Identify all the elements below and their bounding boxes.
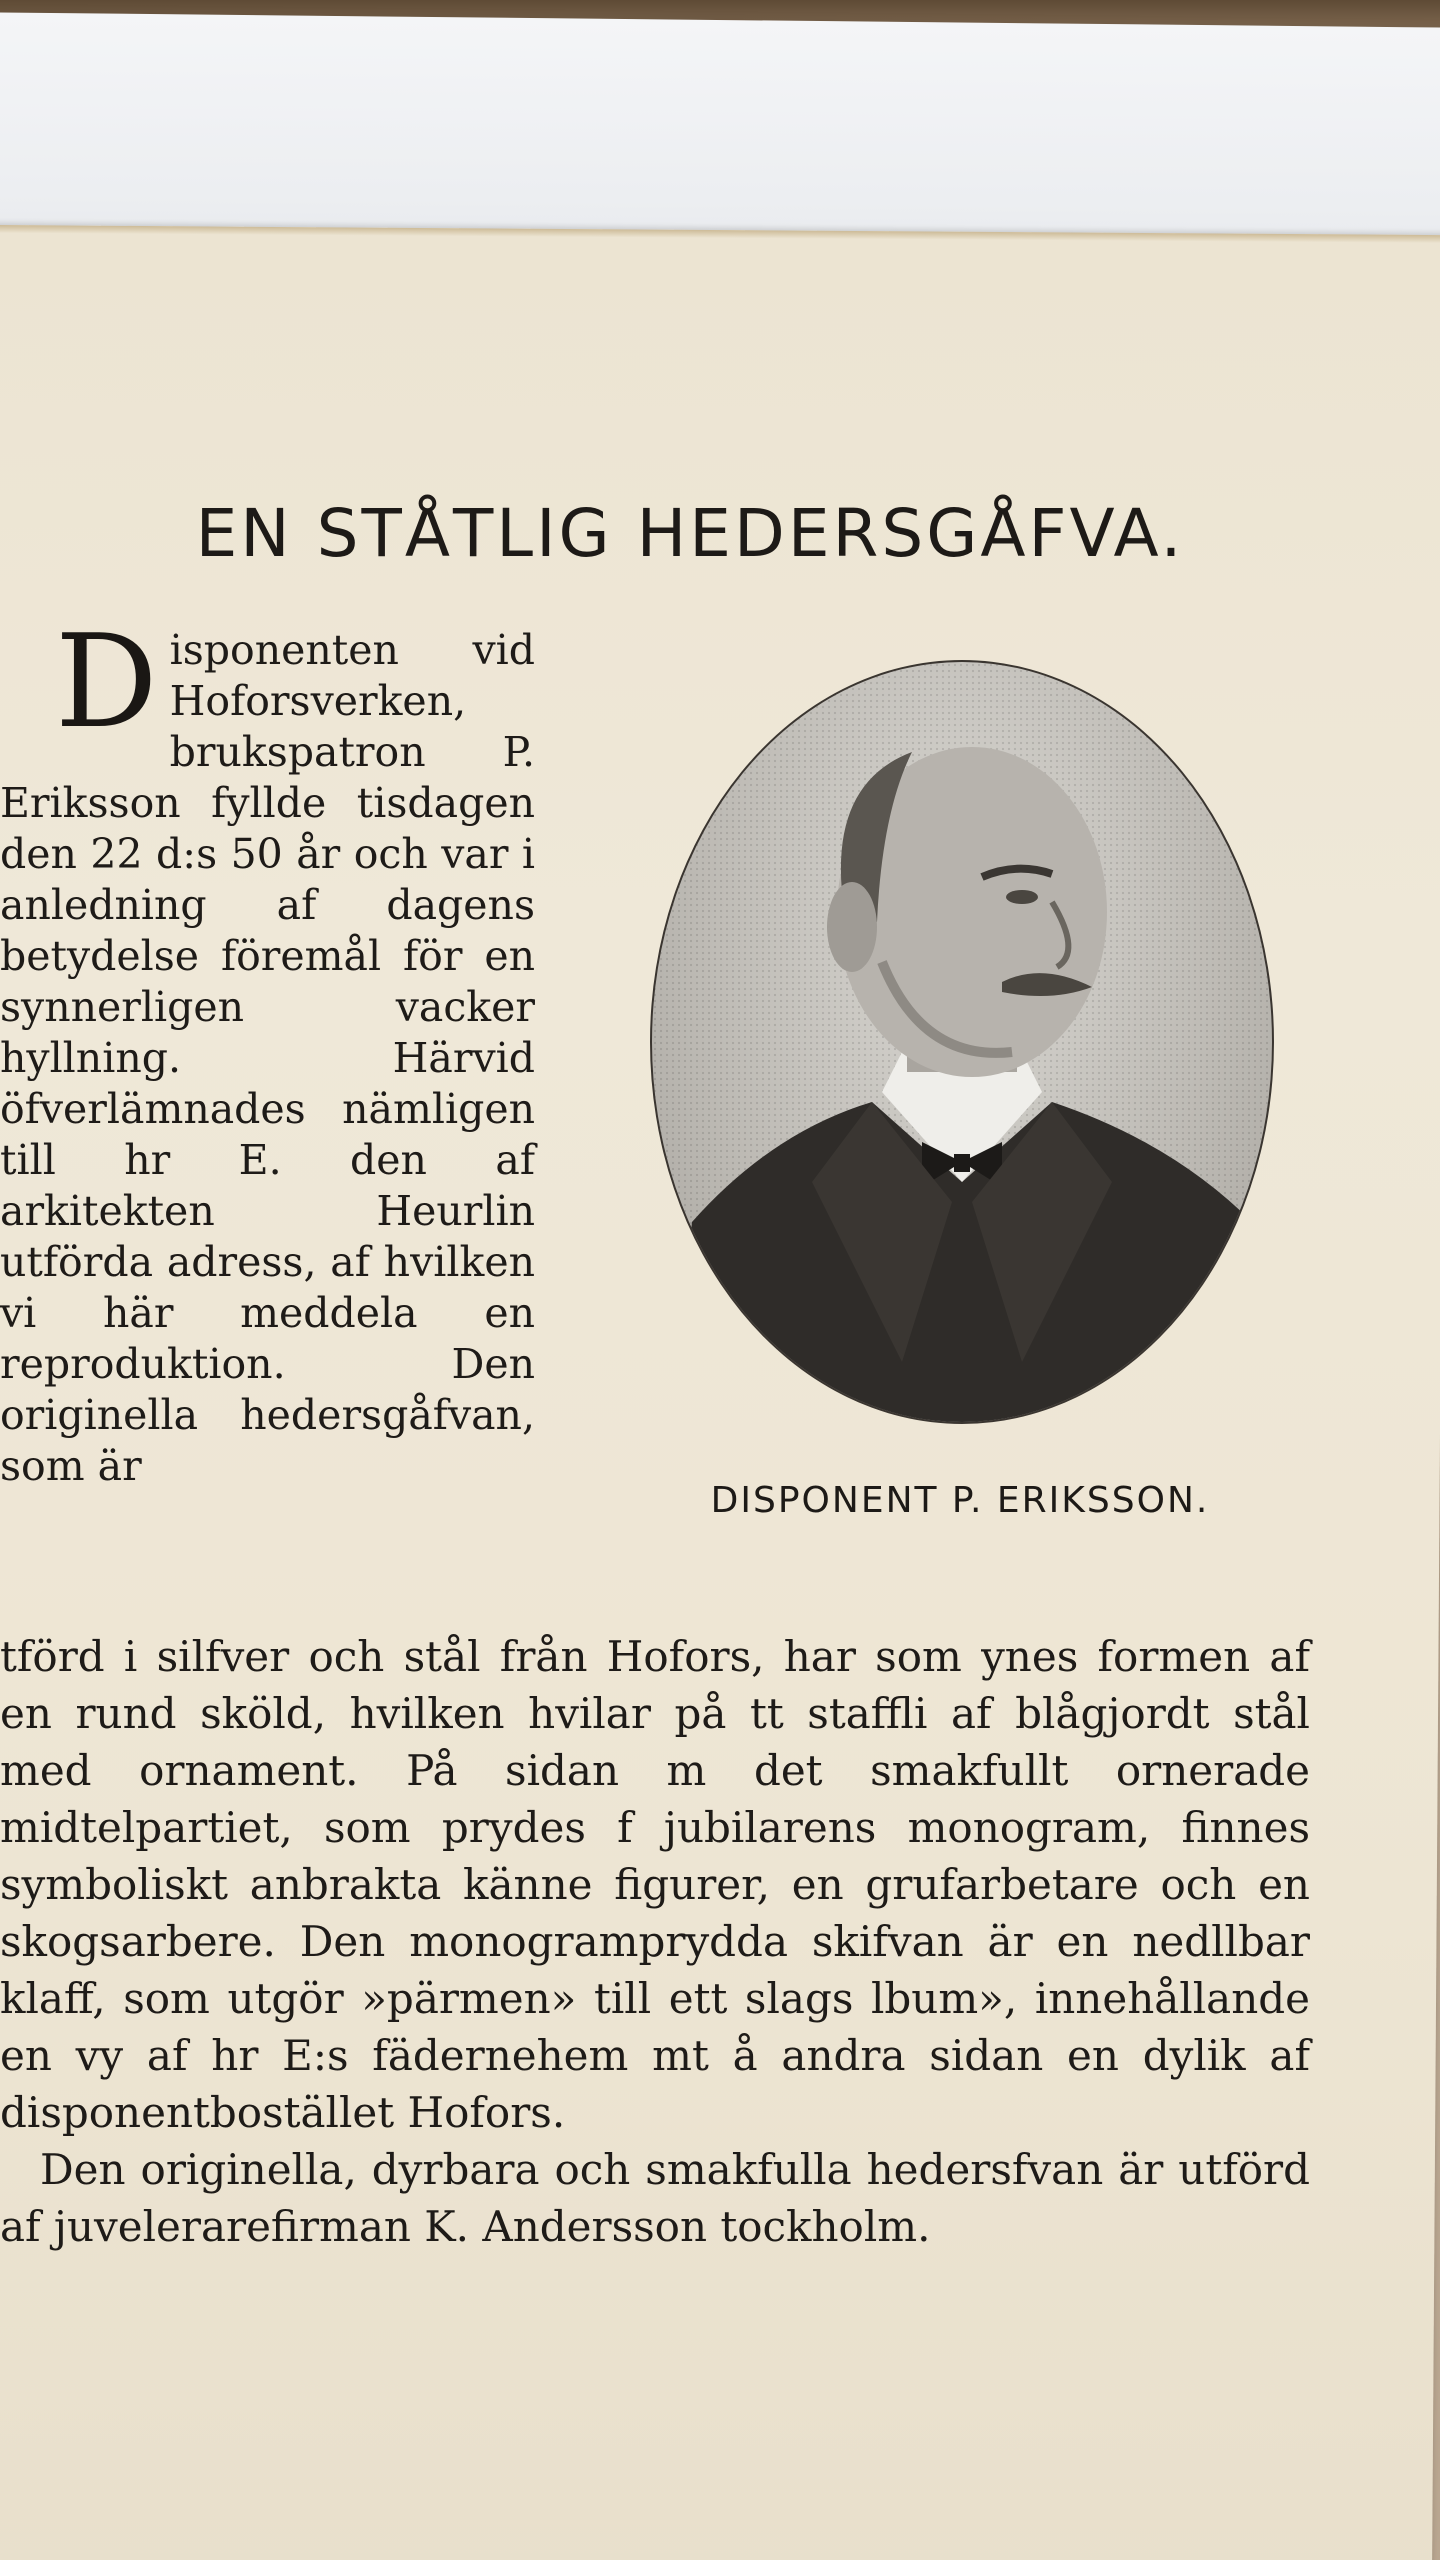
article-column-text (0, 608, 535, 1492)
article-title: EN STÅTLIG HEDERSGÅFVA. (195, 495, 1185, 572)
continued-paragraph: tförd i silfver och stål från Hofors, har som ynes formen af en rund sköld, hvilken hvilar på tt staffli af blågjordt stål med ornament. På sidan m det smakfullt ornerade midtelpartiet, som prydes f jubilarens monogram, finnes symboliskt anbrakta känne figurer, en grufarbetare och en skogsarbere. Den monogramprydda skifvan är en nedllbar klaff, som utgör »pärmen» till ett slags lbum», innehållande en vy af hr E:s fädernehem mt å andra sidan en dylik af disponentbostället Hofors. (0, 1632, 1310, 2137)
article-wide-text (0, 1628, 1310, 2255)
portrait-caption: DISPONENT P. ERIKSSON. (710, 1480, 1210, 1521)
column-body: isponenten vid Hoforsverken, brukspatron P. Eriksson fyllde tisdagen den 22 d:s 50 år och var i anledning af dagens betydelse föremål för en synnerligen vacker hyllning. Härvid öfverlämnades nämligen till hr E. den af arkitekten Heurlin utförda adress, af hvilken vi här meddela en reproduktion. Den originella hedersgåfvan, som är (0, 626, 535, 1490)
drop-cap: D (55, 608, 158, 757)
portrait-icon (652, 662, 1272, 1422)
portrait-photo (650, 660, 1274, 1424)
closing-paragraph: Den originella, dyrbara och smakfulla hedersfvan är utförd af juvelerarefirman K. Andersson tockholm. (0, 2145, 1310, 2251)
